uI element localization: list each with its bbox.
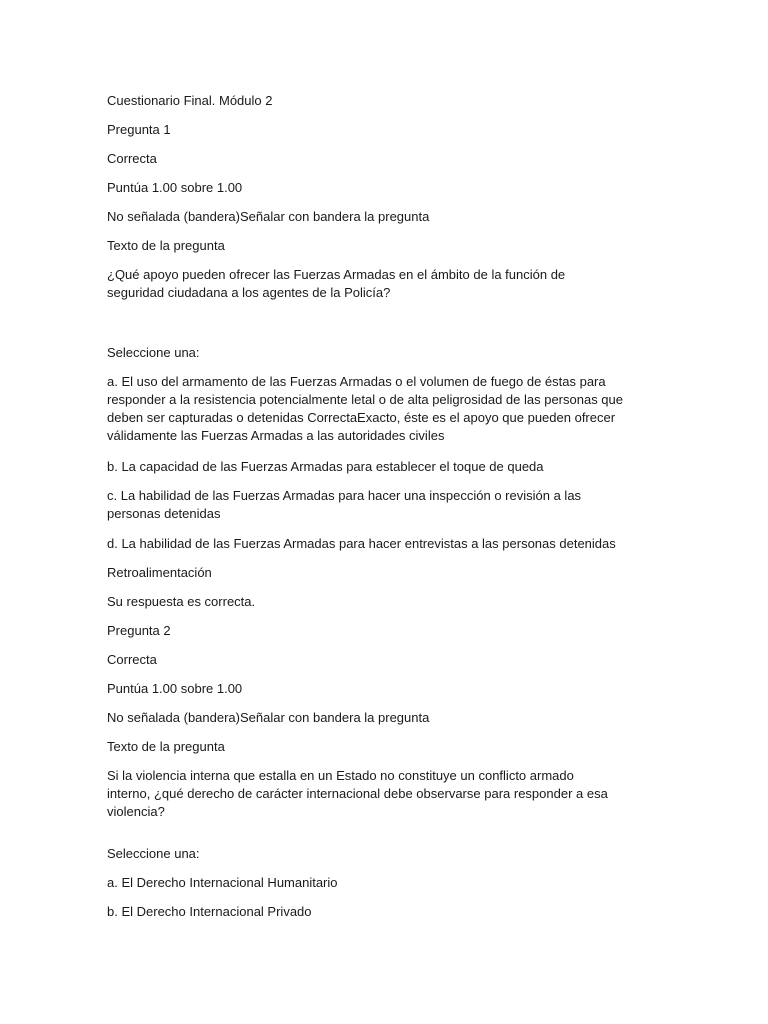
question-2-flag: No señalada (bandera)Señalar con bandera la pregunta — [107, 710, 430, 725]
question-2-select-prompt: Seleccione una: — [107, 846, 200, 861]
question-1-feedback: Su respuesta es correcta. — [107, 594, 256, 609]
question-2-status: Correcta — [107, 652, 157, 667]
question-1-feedback-heading: Retroalimentación — [107, 565, 212, 580]
question-1-option-b: b. La capacidad de las Fuerzas Armadas para establecer el toque de queda — [107, 459, 544, 474]
question-2-option-a: a. El Derecho Internacional Humanitario — [107, 875, 338, 890]
question-2-label: Pregunta 2 — [107, 623, 171, 638]
question-1-select-prompt: Seleccione una: — [107, 345, 200, 360]
document-title: Cuestionario Final. Módulo 2 — [107, 93, 273, 108]
question-2-text-heading: Texto de la pregunta — [107, 739, 225, 754]
question-1-flag: No señalada (bandera)Señalar con bandera la pregunta — [107, 209, 430, 224]
question-1-status: Correcta — [107, 151, 157, 166]
question-2-score: Puntúa 1.00 sobre 1.00 — [107, 681, 243, 696]
question-1-score: Puntúa 1.00 sobre 1.00 — [107, 180, 243, 195]
question-1-option-d: d. La habilidad de las Fuerzas Armadas para hacer entrevistas a las personas detenidas — [107, 536, 616, 551]
question-1-option-c: c. La habilidad de las Fuerzas Armadas para hacer una inspección o revisión a las personas detenidas — [107, 488, 582, 521]
question-2-text: Si la violencia interna que estalla en un Estado no constituye un conflicto armado interno, ¿qué derecho de carácter internacional debe observarse para responder a esa violencia? — [107, 768, 608, 819]
question-1-option-a: a. El uso del armamento de las Fuerzas Armadas o el volumen de fuego de éstas para responder a la resistencia potencialmente letal o de alta peligrosidad de las personas que deben ser capturadas o detenidas CorrectaExacto, éste es el apoyo que pueden ofrecer válidamente las Fuerzas Armadas a las autoridades civiles — [107, 374, 623, 443]
question-1-label: Pregunta 1 — [107, 122, 171, 137]
question-2-option-b: b. El Derecho Internacional Privado — [107, 904, 312, 919]
question-1-text: ¿Qué apoyo pueden ofrecer las Fuerzas Armadas en el ámbito de la función de seguridad ciudadana a los agentes de la Policía? — [107, 267, 566, 300]
question-1-text-heading: Texto de la pregunta — [107, 238, 225, 253]
